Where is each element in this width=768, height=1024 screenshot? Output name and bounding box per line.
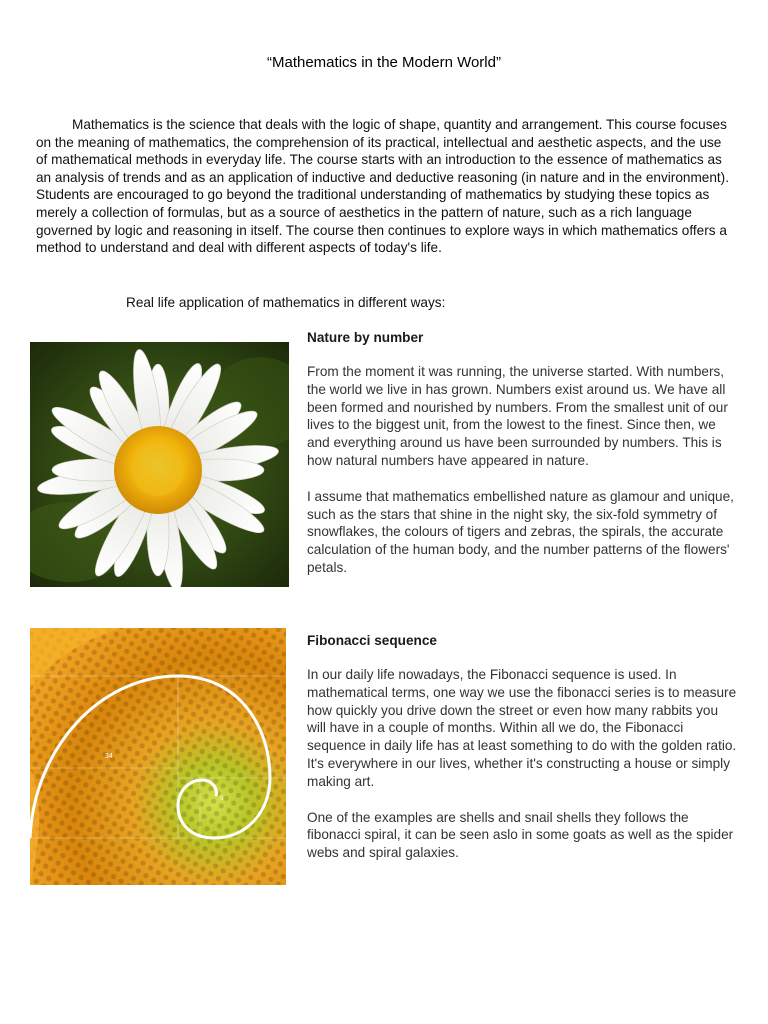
page-title: “Mathematics in the Modern World” <box>267 54 501 71</box>
section-paragraph: One of the examples are shells and snail shells they follows the fibonacci spiral, it can be seen aslo in some goats as well as the spider webs and spiral galaxies. <box>307 809 734 861</box>
section-heading: Fibonacci sequence <box>307 633 437 648</box>
svg-text:5: 5 <box>220 796 224 802</box>
section-paragraph: In our daily life nowadays, the Fibonacci sequence is used. In mathematical terms, one way we use the fibonacci series is to measure how quickly you drive down the street or even how many rabbits you will have in a couple of months. Within all we do, the Fibonacci sequence in daily life has at least something to do with the golden ratio. It's everywhere in our lives, whether it's constructing a house or simply making art. <box>307 667 737 789</box>
sunflower-fibonacci-photo <box>30 628 286 885</box>
intro-paragraph <box>36 116 736 257</box>
section-heading: Nature by number <box>307 330 424 345</box>
intro-text: Mathematics is the science that deals with the logic of shape, quantity and arrangement. This course focuses on the meaning of mathematics, the comprehension of its practical, intellectual and aesthetic aspects, and the use of mathematical methods in everyday life. The course starts with an introduction to the essence of mathematics as an analysis of trends and as an application of inductive and deductive reasoning (in nature and in the environment). Students are encouraged to go beyond the traditional understanding of mathematics by studying these topics as merely a collection of formulas, but as a source of aesthetics in the pattern of nature, such as a rich language governed by logic and reasoning in itself. The course then continues to explore ways in which mathematics offers a method to understand and deal with different aspects of today's life. <box>36 117 729 256</box>
section-paragraph: I assume that mathematics embellished nature as glamour and unique, such as the stars that shine in the night sky, the six-fold symmetry of snowflakes, the colours of tigers and zebras, the spirals, the accurate calculation of the human body, and the number patterns of the flowers' petals. <box>307 488 734 575</box>
daisy-photo <box>30 342 289 587</box>
section-paragraph: From the moment it was running, the universe started. With numbers, the world we live in has grown. Numbers exist around us. We have all been formed and nourished by numbers. From the smallest unit of our lives to the biggest unit, from the lowest to the finest. Since then, we and everything around us have been surrounded by numbers. This is how natural numbers have appeared in nature. <box>307 364 728 468</box>
applications-heading: Real life application of mathematics in different ways: <box>126 295 446 310</box>
section-nature-by-number <box>307 330 737 577</box>
section-fibonacci-sequence <box>307 633 737 862</box>
svg-text:34: 34 <box>105 753 113 760</box>
